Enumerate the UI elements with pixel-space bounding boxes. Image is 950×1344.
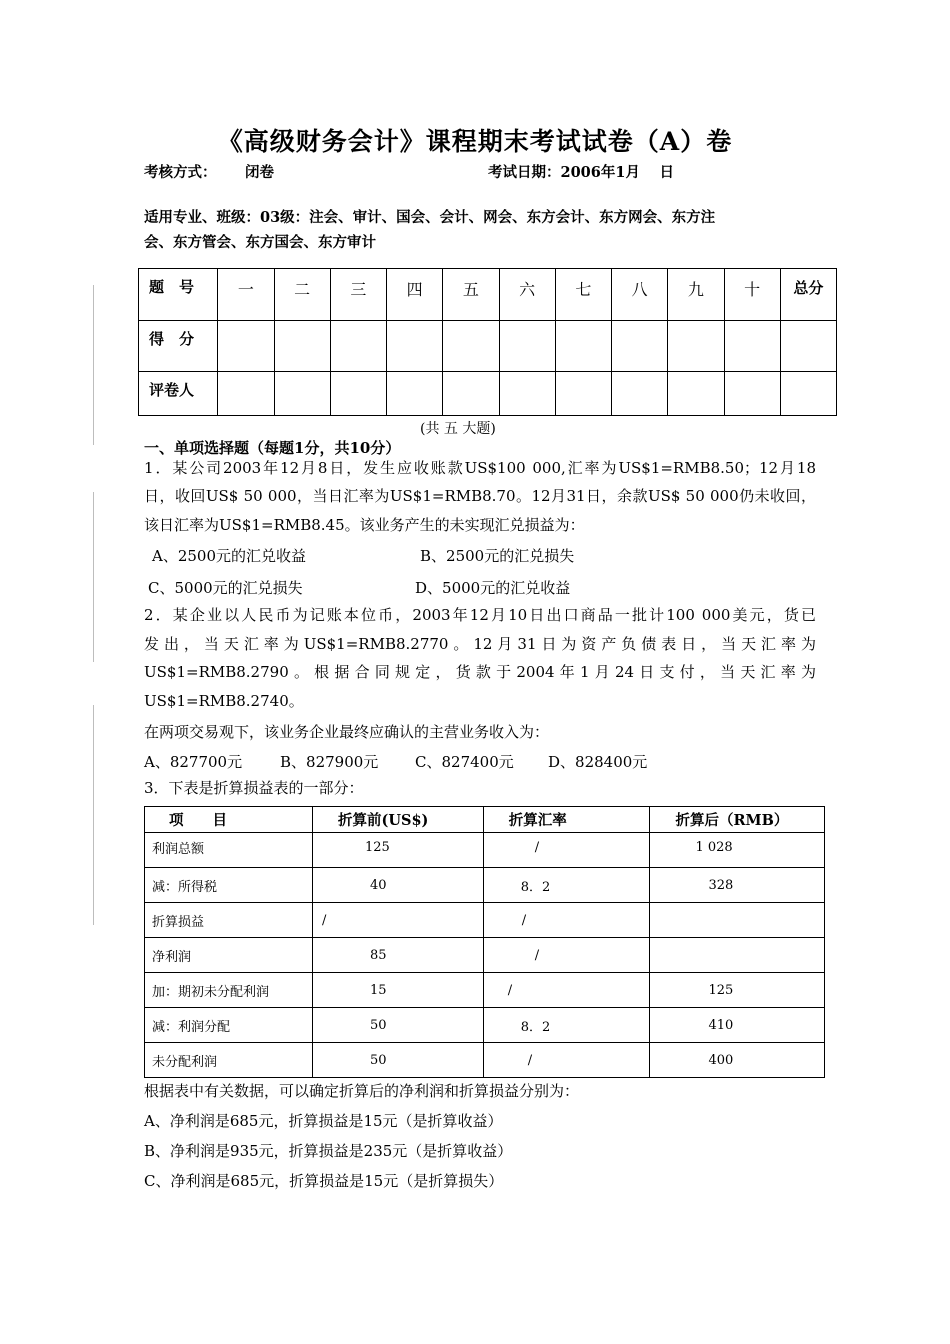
q3-option-c[interactable]: C、净利润是685元，折算损益是15元（是折算损失） bbox=[144, 1172, 504, 1190]
q1-line: 1．某公司2003年12月8日，发生应收账款US$100 000,汇率为US$1=RMB8.50；12月18 bbox=[144, 459, 816, 477]
fx-rate: / bbox=[483, 833, 650, 868]
fx-item: 净利润 bbox=[145, 938, 313, 973]
score-col-header: 一 bbox=[218, 269, 274, 321]
score-col-header: 四 bbox=[387, 269, 443, 321]
row-header-question-no: 题 号 bbox=[139, 269, 218, 321]
grader-cell[interactable] bbox=[724, 372, 780, 416]
fx-header-rate: 折算汇率 bbox=[483, 807, 650, 833]
fx-after: 328 bbox=[650, 868, 825, 903]
exam-method-label: 考核方式： bbox=[144, 164, 217, 181]
fx-rate: / bbox=[483, 1043, 650, 1078]
q3-intro: 3．下表是折算损益表的一部分： bbox=[144, 779, 364, 797]
fx-rate: / bbox=[483, 903, 650, 938]
fx-before: 15 bbox=[312, 973, 483, 1008]
grader-cell[interactable] bbox=[443, 372, 499, 416]
q3-option-a[interactable]: A、净利润是685元，折算损益是15元（是折算收益） bbox=[144, 1112, 503, 1130]
score-cell[interactable] bbox=[780, 321, 836, 372]
fx-rate: / bbox=[483, 938, 650, 973]
q2-option-d[interactable]: D、828400元 bbox=[548, 753, 648, 771]
margin-rule bbox=[93, 492, 94, 662]
fx-after: 1 028 bbox=[650, 833, 825, 868]
applicable-majors-line1: 适用专业、班级：03级：注会、审计、国会、会计、网会、东方会计、东方网会、东方注 bbox=[144, 209, 716, 226]
q1-option-a[interactable]: A、2500元的汇兑收益 bbox=[152, 547, 307, 565]
fx-after: 400 bbox=[650, 1043, 825, 1078]
q2-option-a[interactable]: A、827700元 bbox=[144, 753, 243, 771]
fx-item: 加：期初未分配利润 bbox=[145, 973, 313, 1008]
fx-before: 50 bbox=[312, 1008, 483, 1043]
grader-cell[interactable] bbox=[555, 372, 611, 416]
q1-option-c[interactable]: C、5000元的汇兑损失 bbox=[148, 579, 303, 597]
section-heading: 一、单项选择题（每题1分，共10分） bbox=[144, 439, 401, 457]
grader-cell[interactable] bbox=[499, 372, 555, 416]
fx-item: 减：所得税 bbox=[145, 868, 313, 903]
fx-rate: / bbox=[483, 973, 650, 1008]
score-cell[interactable] bbox=[443, 321, 499, 372]
score-col-header: 五 bbox=[443, 269, 499, 321]
fx-after bbox=[650, 903, 825, 938]
q1-line: 日，收回US$ 50 000，当日汇率为US$1=RMB8.70。12月31日，余款US$ 50 000仍未收回， bbox=[144, 487, 816, 505]
fx-item: 未分配利润 bbox=[145, 1043, 313, 1078]
grader-cell[interactable] bbox=[274, 372, 330, 416]
fx-after bbox=[650, 938, 825, 973]
total-questions-note: (共 五 大题) bbox=[420, 421, 496, 437]
grader-cell[interactable] bbox=[612, 372, 668, 416]
fx-item: 减：利润分配 bbox=[145, 1008, 313, 1043]
score-col-header: 六 bbox=[499, 269, 555, 321]
score-col-header-total: 总分 bbox=[780, 269, 836, 321]
score-cell[interactable] bbox=[274, 321, 330, 372]
q3-option-b[interactable]: B、净利润是935元，折算损益是235元（是折算收益） bbox=[144, 1142, 513, 1160]
q2-line: US$1=RMB8.2740。 bbox=[144, 692, 304, 710]
translation-table bbox=[144, 806, 825, 1078]
score-cell[interactable] bbox=[499, 321, 555, 372]
score-col-header: 九 bbox=[668, 269, 724, 321]
fx-before: 85 bbox=[312, 938, 483, 973]
fx-before: 125 bbox=[312, 833, 483, 868]
margin-rule bbox=[93, 285, 94, 445]
fx-before: 40 bbox=[312, 868, 483, 903]
q3-question: 根据表中有关数据，可以确定折算后的净利润和折算损益分别为： bbox=[144, 1082, 580, 1100]
page-title: 《高级财务会计》课程期末考试试卷（A）卷 bbox=[217, 127, 733, 156]
grader-cell[interactable] bbox=[218, 372, 274, 416]
score-col-header: 八 bbox=[612, 269, 668, 321]
q1-option-b[interactable]: B、2500元的汇兑损失 bbox=[420, 547, 575, 565]
score-col-header: 十 bbox=[724, 269, 780, 321]
score-cell[interactable] bbox=[330, 321, 386, 372]
score-table bbox=[138, 268, 837, 416]
fx-after: 125 bbox=[650, 973, 825, 1008]
row-header-grader: 评卷人 bbox=[139, 372, 218, 416]
exam-date: 考试日期：2006年1月 日 bbox=[488, 164, 674, 181]
grader-cell[interactable] bbox=[780, 372, 836, 416]
fx-rate: 8．2 bbox=[483, 1008, 650, 1043]
q2-line: 发出，当天汇率为US$1=RMB8.2770。12月31日为资产负债表日，当天汇率为 bbox=[144, 635, 816, 653]
q2-option-b[interactable]: B、827900元 bbox=[280, 753, 379, 771]
score-cell[interactable] bbox=[612, 321, 668, 372]
row-header-score: 得 分 bbox=[139, 321, 218, 372]
q1-line: 该日汇率为US$1=RMB8.45。该业务产生的未实现汇兑损益为： bbox=[144, 516, 585, 534]
score-cell[interactable] bbox=[555, 321, 611, 372]
fx-item: 利润总额 bbox=[145, 833, 313, 868]
margin-rule bbox=[93, 705, 94, 925]
fx-after: 410 bbox=[650, 1008, 825, 1043]
fx-rate: 8．2 bbox=[483, 868, 650, 903]
score-cell[interactable] bbox=[724, 321, 780, 372]
q2-option-c[interactable]: C、827400元 bbox=[415, 753, 514, 771]
fx-header-before: 折算前(US$) bbox=[312, 807, 483, 833]
q1-option-d[interactable]: D、5000元的汇兑收益 bbox=[415, 579, 571, 597]
grader-cell[interactable] bbox=[330, 372, 386, 416]
q2-line: 2．某企业以人民币为记账本位币，2003年12月10日出口商品一批计100 000美元，货已 bbox=[144, 606, 816, 624]
q2-line: US$1=RMB8.2790。根据合同规定，货款于2004年1月24日支付，当天汇率为 bbox=[144, 663, 816, 681]
score-cell[interactable] bbox=[218, 321, 274, 372]
q2-line: 在两项交易观下，该业务企业最终应确认的主营业务收入为： bbox=[144, 723, 550, 741]
score-col-header: 三 bbox=[330, 269, 386, 321]
score-col-header: 七 bbox=[555, 269, 611, 321]
score-cell[interactable] bbox=[668, 321, 724, 372]
score-col-header: 二 bbox=[274, 269, 330, 321]
score-cell[interactable] bbox=[387, 321, 443, 372]
applicable-majors-line2: 会、东方管会、东方国会、东方审计 bbox=[144, 234, 376, 251]
grader-cell[interactable] bbox=[668, 372, 724, 416]
fx-before: 50 bbox=[312, 1043, 483, 1078]
fx-before: / bbox=[312, 903, 483, 938]
grader-cell[interactable] bbox=[387, 372, 443, 416]
fx-item: 折算损益 bbox=[145, 903, 313, 938]
fx-header-after: 折算后（RMB） bbox=[650, 807, 825, 833]
exam-method-value: 闭卷 bbox=[245, 164, 274, 181]
fx-header-item: 项 目 bbox=[145, 807, 313, 833]
